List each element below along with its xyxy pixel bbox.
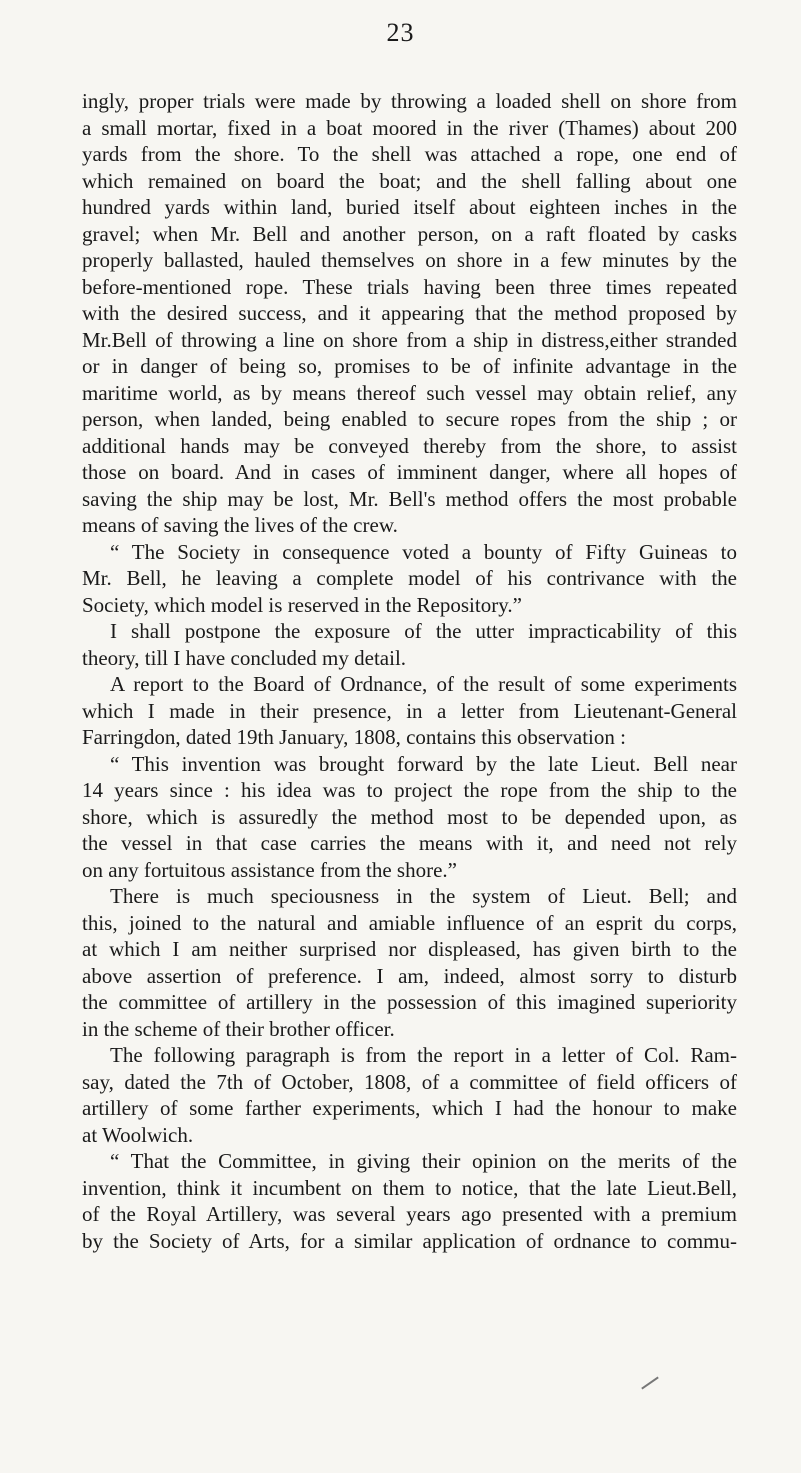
text-line: yards from the shore. To the shell was attached a rope, one end of <box>82 142 737 166</box>
body-text <box>82 88 737 1254</box>
text-line: saving the ship may be lost, Mr. Bell's method offers the most probable <box>82 486 737 511</box>
text-line: Society, which model is reserved in the Repository.” <box>82 592 522 617</box>
text-line: in the scheme of their brother officer. <box>82 1016 395 1041</box>
text-line: theory, till I have concluded my detail. <box>82 645 407 670</box>
page-number: 23 <box>386 18 415 47</box>
text-line: which I made in their presence, in a letter from Lieutenant-General <box>82 698 737 723</box>
text-line: “ The Society in consequence voted a bounty of Fifty Guineas to <box>110 539 737 564</box>
text-line: gravel; when Mr. Bell and another person, on a raft floated by casks <box>82 221 737 246</box>
text-line: those on board. And in cases of imminent danger, where all hopes of <box>82 460 737 484</box>
text-line: There is much speciousness in the system of Lieut. Bell; and <box>110 884 737 908</box>
text-line: Farringdon, dated 19th January, 1808, contains this observation : <box>82 725 626 749</box>
text-line: at which I am neither surprised nor displeased, has given birth to the <box>82 937 737 961</box>
text-line: say, dated the 7th of October, 1808, of a committee of field officers of <box>82 1069 737 1094</box>
text-line: properly ballasted, hauled themselves on shore in a few minutes by the <box>82 248 737 272</box>
text-line: Mr.Bell of throwing a line on shore from a ship in distress,either stranded <box>82 327 737 352</box>
text-line: ingly, proper trials were made by throwing a loaded shell on shore from <box>82 89 737 113</box>
text-line: by the Society of Arts, for a similar application of ordnance to commu- <box>82 1228 737 1253</box>
text-line: at Woolwich. <box>82 1122 194 1147</box>
text-line: Mr. Bell, he leaving a complete model of his contrivance with the <box>82 566 737 590</box>
text-line: maritime world, as by means thereof such vessel may obtain relief, any <box>82 380 737 405</box>
text-line: hundred yards within land, buried itself about eighteen inches in the <box>82 195 737 219</box>
text-line: invention, think it incumbent on them to notice, that the late Lieut.Bell, <box>82 1175 737 1200</box>
text-line: the vessel in that case carries the means with it, and need not rely <box>82 831 737 855</box>
text-line: or in danger of being so, promises to be of infinite advantage in the <box>82 354 737 378</box>
text-line: “ This invention was brought forward by the late Lieut. Bell near <box>110 751 737 776</box>
text-line: artillery of some farther experiments, which I had the honour to make <box>82 1096 737 1120</box>
text-line: additional hands may be conveyed thereby from the shore, to assist <box>82 433 737 458</box>
text-line: “ That the Committee, in giving their opinion on the merits of the <box>110 1149 737 1173</box>
text-line: The following paragraph is from the report in a letter of Col. Ram- <box>110 1043 737 1067</box>
scan-mark <box>641 1376 659 1389</box>
text-line: of the Royal Artillery, was several years ago presented with a premium <box>82 1202 737 1226</box>
text-line: with the desired success, and it appearing that the method proposed by <box>82 301 737 325</box>
text-line: a small mortar, fixed in a boat moored in the river (Thames) about 200 <box>82 115 737 140</box>
text-line: means of saving the lives of the crew. <box>82 513 398 537</box>
text-line: person, when landed, being enabled to secure ropes from the ship ; or <box>82 407 737 431</box>
text-line: on any fortuitous assistance from the shore.” <box>82 857 457 882</box>
text-line: I shall postpone the exposure of the utter impracticability of this <box>110 619 737 643</box>
text-line: 14 years since : his idea was to project the rope from the ship to the <box>82 778 737 802</box>
text-line: above assertion of preference. I am, indeed, almost sorry to disturb <box>82 963 737 988</box>
text-line: this, joined to the natural and amiable influence of an esprit du corps, <box>82 910 737 935</box>
text-line: shore, which is assuredly the method most to be depended upon, as <box>82 804 737 829</box>
text-line: A report to the Board of Ordnance, of the result of some experiments <box>110 672 737 696</box>
text-line: which remained on board the boat; and the shell falling about one <box>82 168 737 193</box>
text-line: the committee of artillery in the possession of this imagined superiority <box>82 990 737 1014</box>
text-line: before-mentioned rope. These trials having been three times repeated <box>82 274 737 299</box>
